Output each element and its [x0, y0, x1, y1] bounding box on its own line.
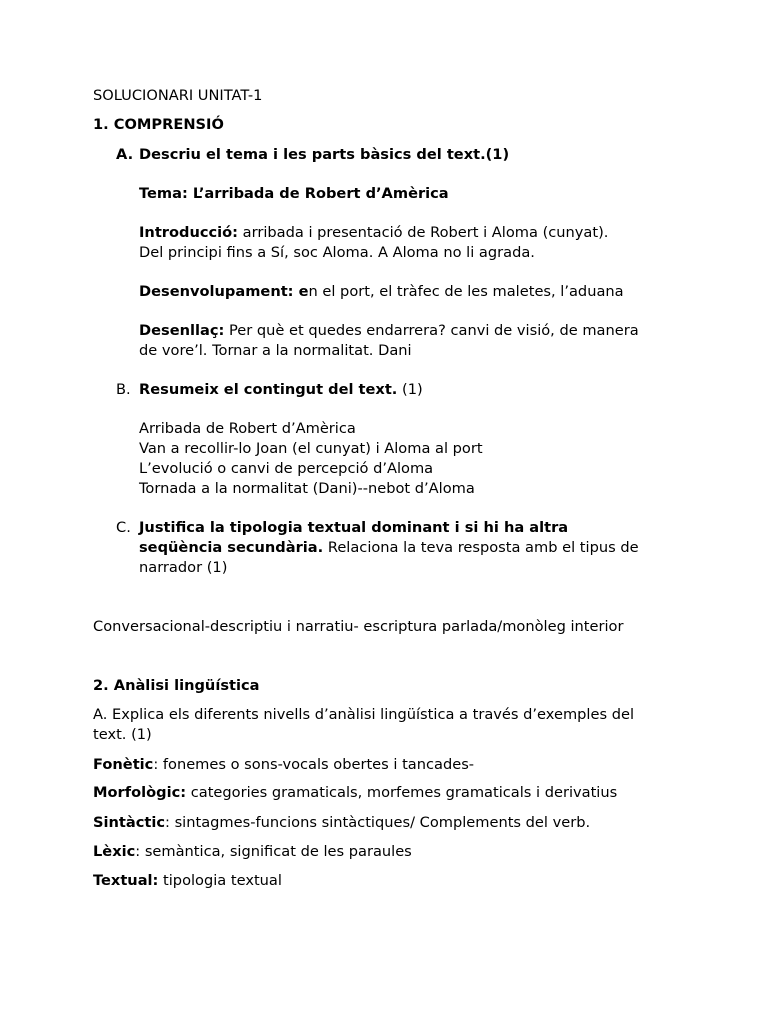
level-text: categories gramaticals, morfemes gramaticals i derivatius: [186, 784, 618, 801]
question-a: Descriu el tema i les parts bàsics del text.(1): [139, 146, 510, 163]
level-label: Textual:: [93, 872, 159, 889]
level-text: : sintagmes-funcions sintàctiques/ Complements del verb.: [165, 814, 591, 831]
level-text: : semàntica, significat de les paraules: [135, 843, 412, 860]
level-sintactic: [93, 813, 590, 833]
desenvolupament-text: n el port, el tràfec de les maletes, l’aduana: [308, 283, 624, 300]
level-label: Morfològic:: [93, 784, 187, 801]
introduccio-text: arribada i presentació de Robert i Aloma (cunyat).: [238, 224, 609, 241]
list-marker-b: B.: [116, 381, 131, 398]
introduccio-line: [139, 223, 608, 243]
summary-line: L’evolució o canvi de percepció d’Aloma: [139, 460, 434, 477]
summary-line: Van a recollir-lo Joan (el cunyat) i Aloma al port: [139, 440, 483, 457]
desenllac-label: Desenllaç:: [139, 322, 225, 339]
list-marker-a: A.: [116, 146, 134, 163]
section-2-question-line-2: text. (1): [93, 726, 152, 743]
introduccio-line-2: Del principi fins a Sí, soc Aloma. A Aloma no li agrada.: [139, 244, 535, 261]
section-2-heading: 2. Anàlisi lingüística: [93, 677, 260, 694]
question-c-line-2: [139, 538, 639, 558]
level-text: : fonemes o sons-vocals obertes i tancades-: [153, 756, 475, 773]
question-b-text: Resumeix el contingut del text.: [139, 381, 398, 398]
question-c-rest: Relaciona la teva resposta amb el tipus de: [323, 539, 639, 556]
level-lexic: [93, 842, 412, 862]
level-label: Lèxic: [93, 843, 136, 860]
question-c-line-1: Justifica la tipologia textual dominant i si hi ha altra: [139, 519, 569, 536]
document-title: SOLUCIONARI UNITAT-1: [93, 87, 263, 104]
answer-c: Conversacional-descriptiu i narratiu- escriptura parlada/monòleg interior: [93, 618, 624, 635]
level-text: tipologia textual: [158, 872, 282, 889]
desenvolupament-line: [139, 282, 624, 302]
level-textual: [93, 871, 282, 891]
level-label: Fonètic: [93, 756, 154, 773]
desenvolupament-label: Desenvolupament: e: [139, 283, 309, 300]
question-b: [139, 380, 423, 400]
summary-line: Arribada de Robert d’Amèrica: [139, 420, 356, 437]
question-c-line-3: narrador (1): [139, 559, 228, 576]
level-morfologic: [93, 783, 617, 803]
section-2-question-line-1: A. Explica els diferents nivells d’anàlisi lingüística a través d’exemples del: [93, 706, 634, 723]
tema-line: Tema: L’arribada de Robert d’Amèrica: [139, 185, 449, 202]
level-label: Sintàctic: [93, 814, 166, 831]
introduccio-label: Introducció:: [139, 224, 239, 241]
desenllac-line-2: de vore’l. Tornar a la normalitat. Dani: [139, 342, 412, 359]
list-marker-c: C.: [116, 519, 131, 536]
desenllac-line: [139, 321, 639, 341]
level-fonetic: [93, 755, 474, 775]
summary-line: Tornada a la normalitat (Dani)--nebot d’Aloma: [139, 480, 475, 497]
section-1-heading: 1. COMPRENSIÓ: [93, 116, 224, 133]
question-c-bold: seqüència secundària.: [139, 539, 324, 556]
desenllac-text: Per què et quedes endarrera? canvi de visió, de manera: [224, 322, 639, 339]
question-b-points: (1): [397, 381, 423, 398]
